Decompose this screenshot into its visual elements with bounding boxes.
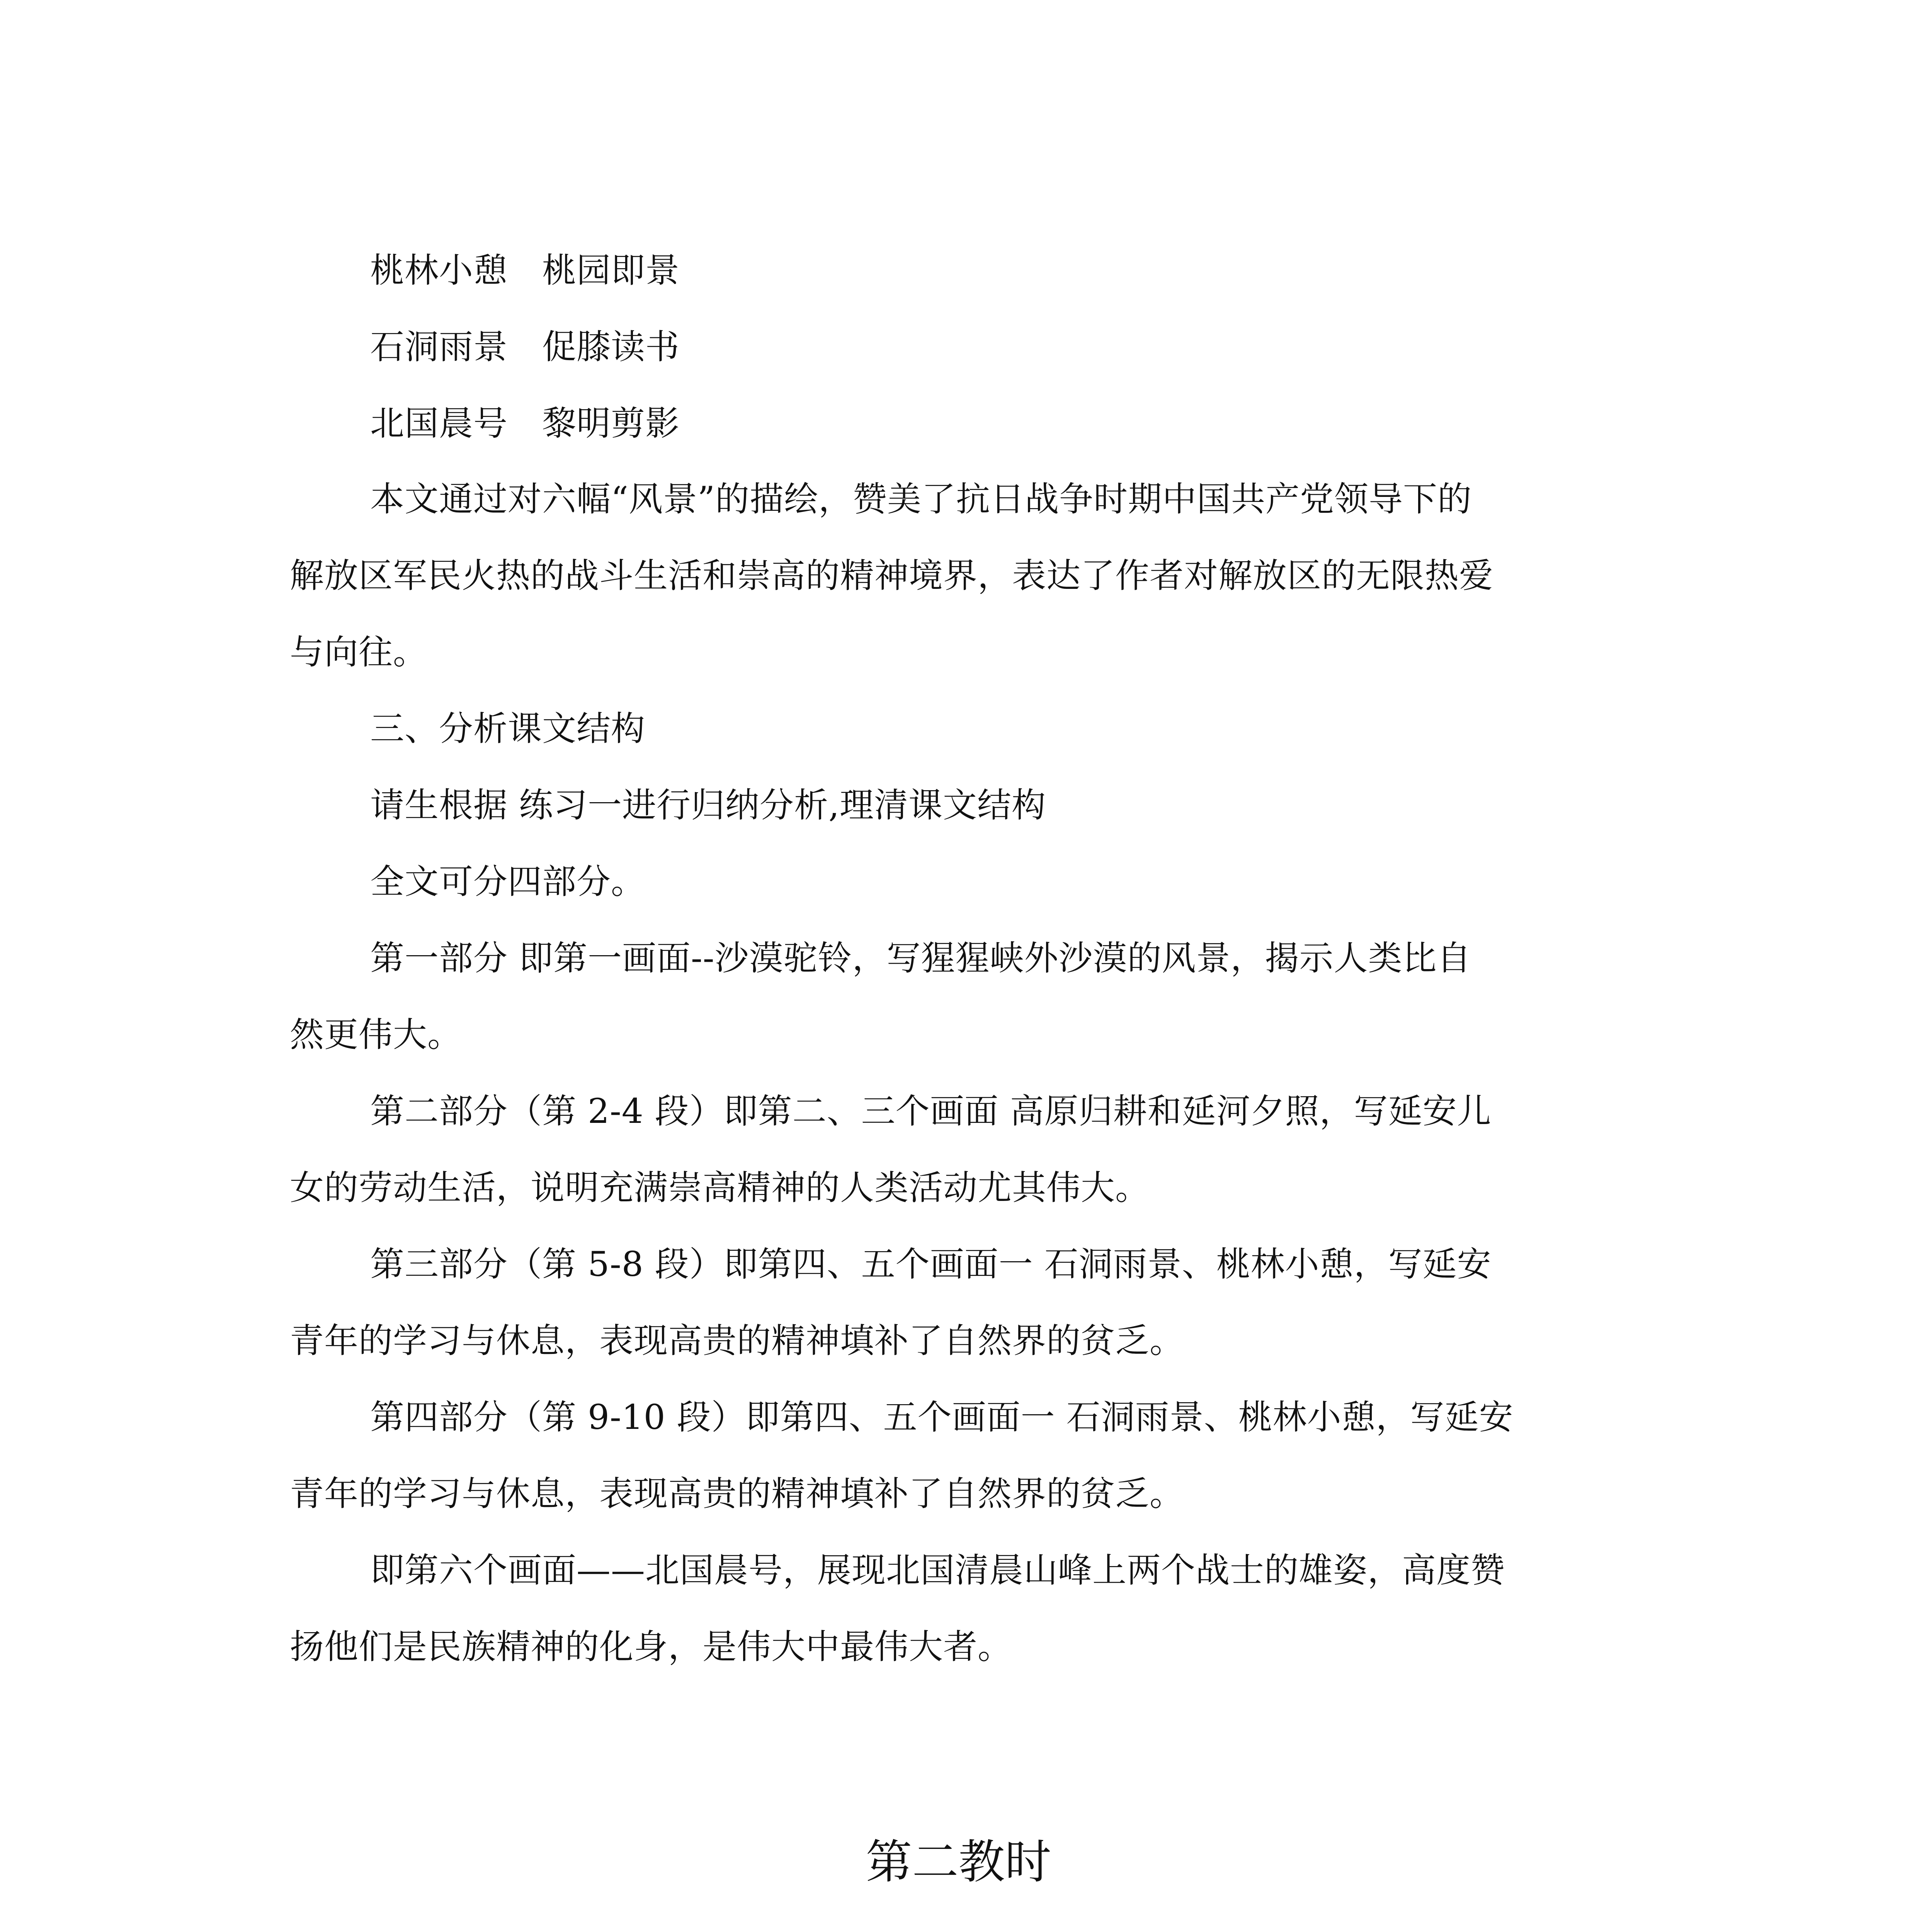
sixth-scene-line-1: 即第六个画面——北国晨号，展现北国清晨山峰上两个战士的雄姿，高度赞 xyxy=(370,1550,1505,1590)
part-two-line-2: 女的劳动生活，说明充满崇高精神的人类活动尤其伟大。 xyxy=(290,1168,1150,1208)
part-one-line-1: 第一部分 即第一画面--沙漠驼铃，写猩猩峡外沙漠的风景，揭示人类比自 xyxy=(370,938,1471,978)
scene-list-line-2: 石洞雨景 促膝读书 xyxy=(370,327,680,367)
part-four-line-1: 第四部分（第 9-10 段）即第四、五个画面一 石洞雨景、桃林小憩，写延安 xyxy=(370,1397,1514,1437)
summary-paragraph-line-3: 与向往。 xyxy=(290,632,428,672)
sixth-scene-line-2: 扬他们是民族精神的化身，是伟大中最伟大者。 xyxy=(290,1627,1012,1667)
section-heading-structure: 三、分析课文结构 xyxy=(370,709,646,748)
summary-paragraph-line-2: 解放区军民火热的战斗生活和崇高的精神境界，表达了作者对解放区的无限热爱 xyxy=(290,556,1494,595)
part-four-line-2: 青年的学习与休息，表现高贵的精神填补了自然界的贫乏。 xyxy=(290,1474,1184,1514)
parts-overview-line: 全文可分四部分。 xyxy=(370,862,646,901)
part-one-line-2: 然更伟大。 xyxy=(290,1015,462,1054)
part-two-line-1: 第二部分（第 2-4 段）即第二、三个画面 高原归耕和延河夕照，写延安儿 xyxy=(370,1091,1492,1131)
part-three-line-2: 青年的学习与休息，表现高贵的精神填补了自然界的贫乏。 xyxy=(290,1321,1184,1361)
lesson-heading: 第二教时 xyxy=(866,1835,1051,1889)
summary-paragraph-line-1: 本文通过对六幅“风景”的描绘，赞美了抗日战争时期中国共产党领导下的 xyxy=(370,479,1472,519)
scene-list-line-3: 北国晨号 黎明剪影 xyxy=(370,403,680,443)
scene-list-line-1: 桃林小憩 桃园即景 xyxy=(370,250,680,290)
part-three-line-1: 第三部分（第 5-8 段）即第四、五个画面一 石洞雨景、桃林小憩，写延安 xyxy=(370,1244,1492,1284)
instruction-line: 请生根据 练习一进行归纳分析,理清课文结构 xyxy=(370,785,1046,825)
